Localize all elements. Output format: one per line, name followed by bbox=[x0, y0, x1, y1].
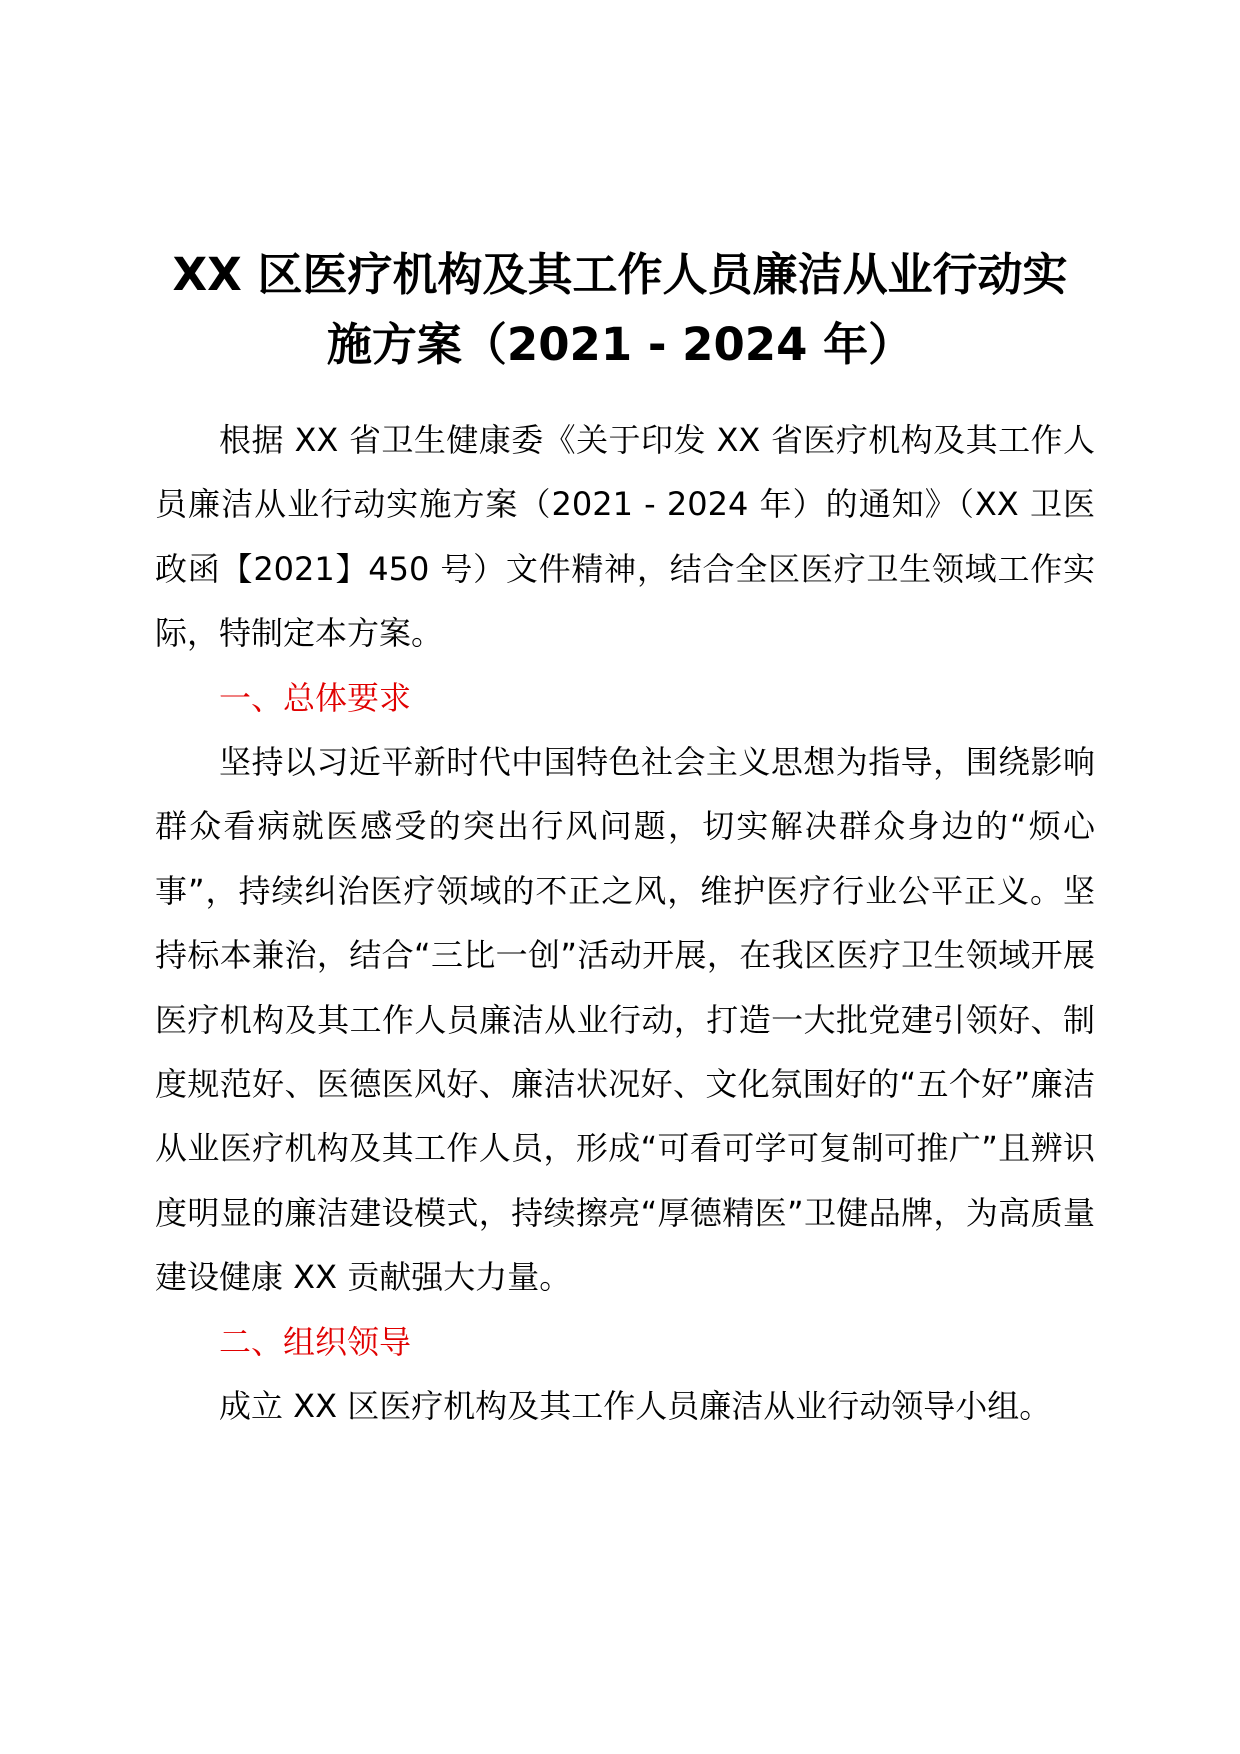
document-title bbox=[150, 240, 1090, 380]
general-requirements-paragraph: 坚持以习近平新时代中国特色社会主义思想为指导，围绕影响群众看病就医感受的突出行风问题，切实解决群众身边的“烦心事”，持续纠治医疗领域的不正之风，维护医疗行业公平正义。坚持标本兼治，结合“三比一创”活动开展，在我区医疗卫生领域开展医疗机构及其工作人员廉洁从业行动，打造一大批党建引领好、制度规范好、医德医风好、廉洁状况好、文化氛围好的“五个好”廉洁从业医疗机构及其工作人员，形成“可看可学可复制可推广”且辨识度明显的廉洁建设模式，持续擦亮“厚德精医”卫健品牌，为高质量建设健康 XX 贡献强大力量。 bbox=[155, 743, 1095, 1297]
title-line-2: 施方案（2021 - 2024 年） bbox=[326, 318, 914, 371]
section-heading-organization-leadership: 二、组织领导 bbox=[219, 1322, 412, 1361]
intro-paragraph: 根据 XX 省卫生健康委《关于印发 XX 省医疗机构及其工作人员廉洁从业行动实施方案（2021 - 2024 年）的通知》（XX 卫医政函【2021】450 号）文件精神，结合全区医疗卫生领域工作实际，特制定本方案。 bbox=[155, 421, 1095, 653]
document-body bbox=[155, 408, 1095, 1439]
organization-leadership-paragraph: 成立 XX 区医疗机构及其工作人员廉洁从业行动领导小组。 bbox=[219, 1387, 1052, 1426]
title-line-1: XX 区医疗机构及其工作人员廉洁从业行动实 bbox=[172, 248, 1068, 301]
section-heading-general-requirements: 一、总体要求 bbox=[219, 678, 412, 717]
